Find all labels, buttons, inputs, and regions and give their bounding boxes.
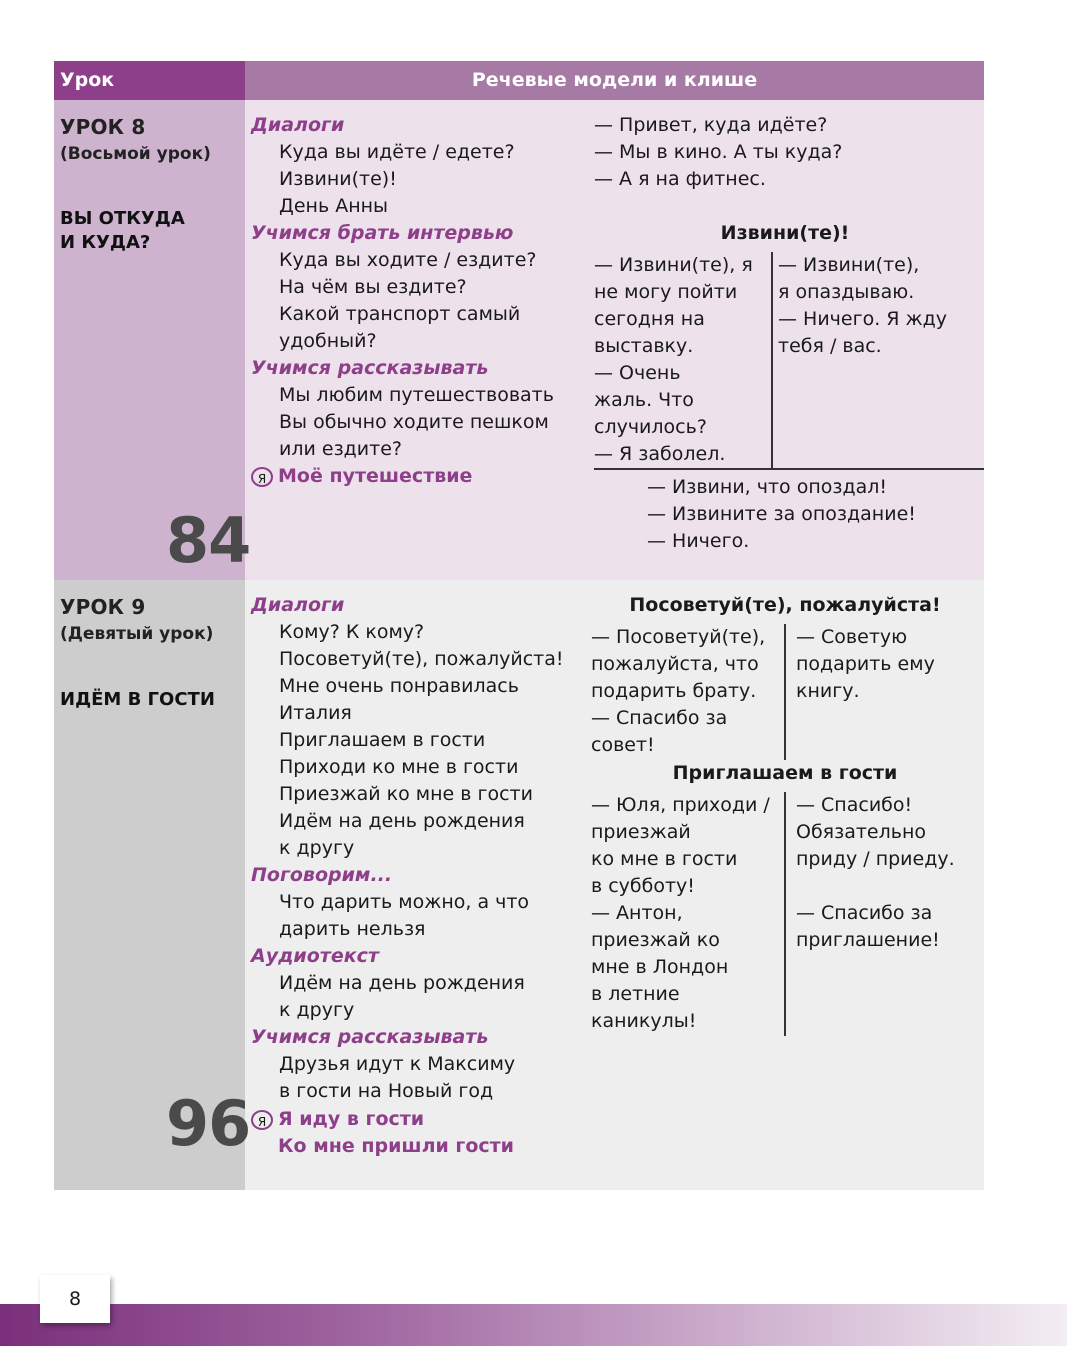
lesson8-title: УРОК 8	[60, 115, 146, 139]
lesson8-box-divider	[771, 252, 773, 468]
lesson9-page-number: 96	[166, 1087, 251, 1160]
dialogue-line: — Спасибо за	[591, 707, 728, 729]
header-speech-label: Речевые модели и клише	[471, 69, 758, 91]
lesson8-content-item: Куда вы ходите / ездите?	[279, 249, 537, 271]
dialogue-line: — Советую	[796, 626, 908, 648]
lesson8-box-left	[594, 252, 753, 468]
lesson9-content-item: к другу	[279, 999, 355, 1021]
dialogue-line: не могу пойти	[594, 281, 738, 303]
dialogue-line: жаль. Что	[594, 389, 694, 411]
lesson8-content-list	[251, 112, 554, 463]
lesson8-content-item: День Анны	[279, 195, 389, 217]
dialogue-line: Обязательно	[796, 821, 926, 843]
dialogue-line: в субботу!	[591, 875, 695, 897]
dialogue-line: книгу.	[796, 680, 860, 702]
lesson8-content-item: Куда вы идёте / едете?	[279, 141, 515, 163]
lesson8-content-item: Какой транспорт самый	[279, 303, 521, 325]
lesson8-ya-item[interactable]	[251, 463, 472, 490]
lesson8-box-underline	[594, 468, 984, 470]
lesson9-subtitle: (Девятый урок)	[60, 624, 214, 644]
lesson9-content-item: Приглашаем в гости	[279, 729, 486, 751]
dialogue-line: мне в Лондон	[591, 956, 729, 978]
dialogue-line: — Извините за опоздание!	[647, 503, 916, 525]
page-number-box	[40, 1275, 110, 1323]
lesson9-topic: ИДЁМ В ГОСТИ	[60, 689, 215, 710]
dialogue-line: в летние	[591, 983, 680, 1005]
dialogue-line: приду / приеду.	[796, 848, 955, 870]
lesson8-content-item: Мы любим путешествовать	[279, 384, 554, 406]
dialogue-line: — Я заболел.	[594, 443, 726, 465]
lesson8-bottom-dialogue	[647, 474, 916, 555]
dialogue-line: случилось?	[594, 416, 707, 438]
lesson9-ya-label2: Ко мне пришли гости	[278, 1135, 514, 1157]
header-lesson-cell	[54, 61, 245, 100]
header-lesson-label: Урок	[60, 69, 115, 91]
dialogue-line: совет!	[591, 734, 655, 756]
lesson9-section-heading: Учимся рассказывать	[251, 1026, 489, 1048]
lesson8-section-heading: Учимся брать интервью	[251, 222, 514, 244]
lesson8-content-item: удобный?	[279, 330, 377, 352]
dialogue-line: сегодня на	[594, 308, 705, 330]
dialogue-line: — Антон,	[591, 902, 683, 924]
dialogue-line: — Спасибо за	[796, 902, 933, 924]
lesson9-ya-label1: Я иду в гости	[278, 1108, 425, 1130]
lesson9-content-item: Друзья идут к Максиму	[279, 1053, 516, 1075]
lesson9-content-item: к другу	[279, 837, 355, 859]
lesson8-box-right	[778, 252, 947, 360]
lesson8-topic-line1: ВЫ ОТКУДА	[60, 208, 185, 229]
lesson8-ya-label: Моё путешествие	[278, 465, 473, 487]
footer-gradient-bar	[0, 1304, 1067, 1346]
ya-speech-icon: Я	[251, 467, 273, 487]
lesson8-content-item: Извини(те)!	[279, 168, 397, 190]
lesson9-content-item: Посоветуй(те), пожалуйста!	[279, 648, 564, 670]
dialogue-line: — Ничего.	[647, 530, 750, 552]
dialogue-line: выставку.	[594, 335, 694, 357]
dialogue-line: подарить ему	[796, 653, 935, 675]
lesson9-section-heading: Аудиотекст	[251, 945, 379, 967]
dialogue-line: ко мне в гости	[591, 848, 738, 870]
dialogue-line: — Юля, приходи /	[591, 794, 770, 816]
dialogue-line: приезжай ко	[591, 929, 720, 951]
lesson9-content-item: Италия	[279, 702, 352, 724]
dialogue-line	[796, 873, 955, 900]
lesson9-content-item: Приходи ко мне в гости	[279, 756, 519, 778]
dialogue-line: — Очень	[594, 362, 681, 384]
dialogue-line: приезжай	[591, 821, 691, 843]
lesson8-intro-dialogue	[594, 112, 842, 193]
dialogue-line: подарить брату.	[591, 680, 757, 702]
lesson9-content-item: Что дарить можно, а что	[279, 891, 530, 913]
dialogue-line: каникулы!	[591, 1010, 697, 1032]
lesson8-subtitle: (Восьмой урок)	[60, 144, 211, 164]
dialogue-line: — Извини, что опоздал!	[647, 476, 888, 498]
lesson9-box2-left	[591, 792, 770, 1035]
dialogue-line: — Спасибо!	[796, 794, 913, 816]
lesson9-content-item: Мне очень понравилась	[279, 675, 519, 697]
dialogue-line: — А я на фитнес.	[594, 168, 766, 190]
lesson9-content-item: Кому? К кому?	[279, 621, 425, 643]
lesson9-content-item: Идём на день рождения	[279, 972, 525, 994]
dialogue-line: тебя / вас.	[778, 335, 882, 357]
lesson9-box1-left	[591, 624, 765, 759]
lesson9-box2-title: Приглашаем в гости	[672, 762, 898, 784]
page-number: 8	[68, 1288, 82, 1310]
dialogue-line: приглашение!	[796, 929, 940, 951]
lesson9-ya-item2[interactable]	[251, 1133, 514, 1160]
dialogue-line: я опаздываю.	[778, 281, 915, 303]
lesson8-topic-line2: И КУДА?	[60, 232, 151, 253]
dialogue-line: пожалуйста, что	[591, 653, 759, 675]
lesson9-box2-right	[796, 792, 955, 954]
lesson8-section-heading: Диалоги	[251, 114, 345, 136]
lesson9-title: УРОК 9	[60, 595, 146, 619]
lesson8-page-number: 84	[166, 504, 251, 577]
lesson9-box1-divider	[784, 624, 786, 760]
lesson9-content-item: Идём на день рождения	[279, 810, 525, 832]
lesson9-content-item: Приезжай ко мне в гости	[279, 783, 533, 805]
lesson9-box1-title: Посоветуй(те), пожалуйста!	[629, 594, 941, 616]
dialogue-line: — Извини(те), я	[594, 254, 753, 276]
lesson9-box1-right	[796, 624, 935, 705]
lesson8-content-item: Вы обычно ходите пешком	[279, 411, 549, 433]
lesson8-content-item: или ездите?	[279, 438, 402, 460]
lesson9-content-item: в гости на Новый год	[279, 1080, 494, 1102]
dialogue-line: — Мы в кино. А ты куда?	[594, 141, 843, 163]
lesson8-content-item: На чём вы ездите?	[279, 276, 467, 298]
lesson9-box2-divider	[784, 792, 786, 1036]
lesson9-ya-item[interactable]	[251, 1106, 424, 1133]
dialogue-line: — Посоветуй(те),	[591, 626, 766, 648]
lesson8-section-heading: Учимся рассказывать	[251, 357, 489, 379]
dialogue-line: — Ничего. Я жду	[778, 308, 948, 330]
ya-speech-icon: Я	[251, 1110, 273, 1130]
header-speech-cell	[245, 61, 984, 100]
lesson8-box-title: Извини(те)!	[720, 222, 850, 244]
lesson9-content-list	[251, 592, 564, 1105]
lesson9-content-item: дарить нельзя	[279, 918, 426, 940]
dialogue-line: — Извини(те),	[778, 254, 920, 276]
lesson9-section-heading: Поговорим...	[251, 864, 393, 886]
lesson9-section-heading: Диалоги	[251, 594, 345, 616]
dialogue-line: — Привет, куда идёте?	[594, 114, 828, 136]
